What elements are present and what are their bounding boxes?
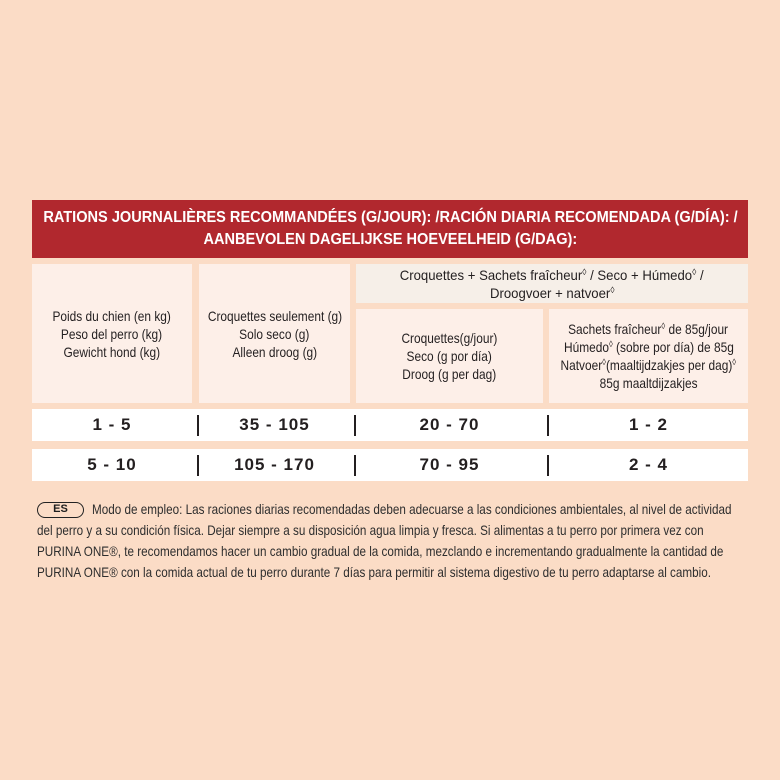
usage-line — [37, 562, 776, 583]
label-line — [199, 307, 350, 325]
header-cell-label: Poids du chien (en kg) — [52, 307, 172, 324]
header-cell-mixed-dry — [356, 309, 543, 403]
usage-line — [37, 541, 776, 562]
label-line — [32, 325, 192, 343]
header-cell-label: Solo seco (g) — [239, 325, 310, 342]
footnote-mark: ◊ — [602, 357, 607, 367]
header-cell-label: Droog (g per dag) — [402, 366, 497, 382]
label-line — [356, 266, 748, 284]
footnote-mark: ◊ — [582, 266, 587, 277]
usage-instructions — [37, 499, 776, 583]
header-cell-label: Croquettes + Sachets fraîcheur◊ / Seco + Húmedo◊ / — [400, 266, 704, 283]
label-line — [356, 347, 543, 365]
title-text: AANBEVOLEN DAGELIJKSE HOEVEELHEID (G/DAG): — [203, 231, 577, 248]
label-line — [356, 284, 748, 302]
table-cell-mixed-wet: 2 - 4 — [628, 455, 669, 474]
label-line — [549, 338, 748, 356]
header-cell-label: Alleen droog (g) — [232, 343, 317, 360]
table-cell-dry-only: 105 - 170 — [234, 455, 315, 474]
label-line — [549, 356, 748, 374]
footnote-mark: ◊ — [610, 284, 615, 295]
header-cell-dog-weight — [32, 264, 192, 403]
footnote-mark: ◊ — [732, 357, 737, 367]
usage-text: Modo de empleo: Las raciones diarias recomendadas deben adecuarse a las condiciones ambientales, al nivel de actividad — [92, 501, 732, 517]
usage-line — [37, 520, 776, 541]
language-badge: ES — [37, 502, 84, 518]
header-cell-label: Gewicht hond (kg) — [63, 343, 161, 360]
header-cell-label: Croquettes seulement (g) — [207, 307, 342, 324]
table-cell-mixed-dry: 20 - 70 — [419, 415, 480, 434]
label-line — [32, 343, 192, 361]
table-cell-dry-only: 35 - 105 — [239, 415, 310, 434]
table-row — [32, 409, 748, 441]
header-cell-label: Droogvoer + natvoer◊ — [489, 284, 615, 301]
usage-text: del perro y a su condición física. Dejar siempre a su disposición agua limpia y fresca. Si alimentas a tu perro por primera vez con — [37, 522, 704, 538]
header-cell-label: Croquettes(g/jour) — [401, 330, 498, 346]
table-cell-mixed-wet: 1 - 2 — [628, 415, 669, 434]
footnote-mark: ◊ — [692, 266, 697, 277]
usage-line — [37, 499, 776, 520]
usage-text: PURINA ONE®, te recomendamos hacer un cambio gradual de la comida, mezclando e incrementando gradualmente la cantidad de — [37, 543, 724, 559]
header-cell-label: Natvoer◊(maaltijdzakjes per dag)◊ — [560, 357, 737, 373]
footnote-mark: ◊ — [608, 339, 613, 349]
header-cell-label: Peso del perro (kg) — [61, 325, 163, 342]
table-cell-dog-weight: 1 - 5 — [92, 415, 132, 434]
header-cell-mixed-feeding — [356, 264, 748, 303]
header-cell-dry-only — [199, 264, 350, 403]
usage-text: PURINA ONE® con la comida actual de tu perro durante 7 días para permitir al sistema digestivo de tu perro adaptarse al cambio. — [37, 564, 711, 580]
table-row — [32, 449, 748, 481]
label-line — [549, 374, 748, 392]
label-line — [199, 343, 350, 361]
header-cell-label: Húmedo◊ (sobre por día) de 85g — [563, 339, 734, 355]
title-text: RATIONS JOURNALIÈRES RECOMMANDÉES (G/JOUR): /RACIÓN DIARIA RECOMENDADA (G/DÍA): / — [42, 209, 738, 226]
footnote-mark: ◊ — [661, 321, 666, 331]
label-line — [356, 365, 543, 383]
header-cell-label: Sachets fraîcheur◊ de 85g/jour — [568, 321, 729, 337]
label-line — [199, 325, 350, 343]
table-cell-dog-weight: 5 - 10 — [87, 455, 137, 474]
header-cell-mixed-wet — [549, 309, 748, 403]
label-line — [356, 329, 543, 347]
header-cell-label: 85g maaltdijzakjes — [599, 375, 698, 391]
title-line — [32, 229, 748, 251]
label-line — [549, 320, 748, 338]
table-cell-mixed-dry: 70 - 95 — [419, 455, 480, 474]
title-line — [32, 207, 748, 229]
label-line — [32, 307, 192, 325]
header-cell-label: Seco (g por día) — [406, 348, 493, 364]
title-banner — [32, 200, 748, 258]
